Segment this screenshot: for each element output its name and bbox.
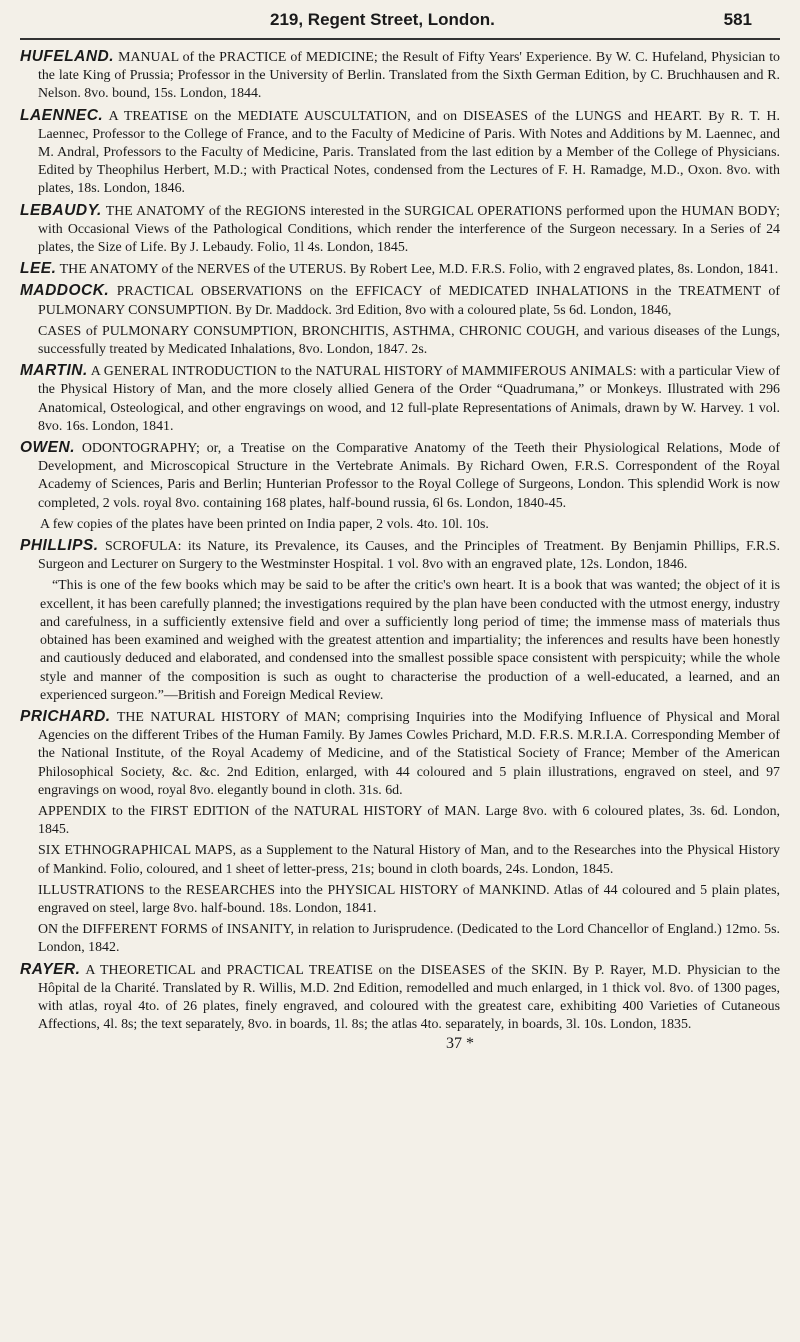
- printer-signature: 37 *: [446, 1035, 474, 1053]
- catalogue-entry: [20, 537, 780, 574]
- entry-text: THE ANATOMY of the NERVES of the UTERUS. By Robert Lee, M.D. F.R.S. Folio, with 2 engraved plates, 8s. London, 1841.: [56, 262, 779, 278]
- entry-author: HUFELAND.: [20, 48, 115, 65]
- catalogue-sub-entry: [20, 323, 780, 359]
- entry-author: MARTIN.: [20, 362, 88, 380]
- entry-author: LAENNEC.: [20, 106, 104, 124]
- catalogue-entry: [20, 708, 780, 800]
- catalogue-entry: [20, 107, 780, 199]
- entry-text: A TREATISE on the MEDIATE AUSCULTATION, and on DISEASES of the LUNGS and HEART. By R. T. H. Laennec, Professor to the College of France, and to the Faculty of Medicine of Paris. With Notes and Additions by M. Laennec, and M. Andral, Professors to the Faculty of Medicine, Paris. Translated from the last edition by a Member of the College of Physicians. Edited by Theophilus Herbert, M.D.; with Practical Notes, condensed from the Lectures of F. H. Ramadge, M.D., Oxon. 8vo. with plates, 18s. London, 1846.: [38, 108, 780, 197]
- entry-text: ILLUSTRATIONS to the RESEARCHES into the PHYSICAL HISTORY of MANKIND. Atlas of 44 coloured and 5 plain plates, engraved on steel, large 8vo. half-bound. 18s. London, 1841.: [38, 882, 780, 916]
- catalogue-entry: [20, 48, 780, 104]
- entry-author: LEE.: [20, 260, 57, 278]
- entry-note: A few copies of the plates have been printed on India paper, 2 vols. 4to. 10l. 10s.: [40, 516, 489, 532]
- catalogue-entry: [20, 961, 780, 1035]
- entry-author: OWEN.: [20, 439, 76, 457]
- entry-text: ON the DIFFERENT FORMS of INSANITY, in relation to Jurisprudence. (Dedicated to the Lord Chancellor of England.) 12mo. 5s. London, 1842.: [38, 922, 780, 956]
- header-rule: [20, 38, 780, 40]
- entry-author: PRICHARD.: [20, 707, 111, 725]
- review-quote: “This is one of the few books which may be said to be after the critic's own heart. It is a book that was wanted; the object of it is excellent, it has been carefully planned; the investigations required by the plan have been conducted with the utmost energy, industry and carefulness, in a sufficiently extensive field and over a sufficiently long period of time; the immense mass of materials thus obtained has been examined and weighed with the greatest attention and impartiality; the inferences and results have been honestly and cautiously deduced and elaborated, and condensed into the smallest possible space consistent with perspicuity; while the whole style and manner of the composition is such as ought to characterise the production of a well-educated, a learned, and an experienced surgeon.”—British and Foreign Medical Review.: [40, 578, 780, 703]
- entry-text: APPENDIX to the FIRST EDITION of the NATURAL HISTORY of MAN. Large 8vo. with 6 coloured plates, 3s. 6d. London, 1845.: [38, 803, 780, 838]
- entry-text: A GENERAL INTRODUCTION to the NATURAL HISTORY of MAMMIFEROUS ANIMALS: with a particular View of the Physical History of Man, and the more closely allied Genera of the Order “Quadrumana,” or Monkeys. Illustrated with 296 Anatomical, Osteological, and other engravings on wood, and 12 full-plate Representations of Animals, drawn by W. Harvey. 1 vol. 8vo. 16s. London, 1841.: [38, 364, 780, 434]
- catalogue-sub-entry: [20, 921, 780, 957]
- running-head-title: 219, Regent Street, London.: [270, 10, 495, 29]
- catalogue-entry: [20, 202, 780, 258]
- entry-text: THE NATURAL HISTORY of MAN; comprising Inquiries into the Modifying Influence of Physical and Moral Agencies on the different Tribes of the Human Family. By James Cowles Prichard, M.D. F.R.S. M.R.I.A. Corresponding Member of the National Institute, of the Royal Academy of Medicine, and of the Statistical Society of France; Member of the American Philosophical Society, &c. &c. 2nd Edition, enlarged, with 44 coloured and 5 plain illustrations, engraved on steel, and 97 engravings on wood, royal 8vo. elegantly bound in cloth. 31s. 6d.: [38, 709, 780, 798]
- catalogue-sub-entry: [20, 842, 780, 878]
- catalogue-entry: [20, 260, 780, 279]
- entry-text: SCROFULA: its Nature, its Prevalence, its Causes, and the Principles of Treatment. By Benjamin Phillips, F.R.S. Surgeon and Lecturer on Surgery to the Westminster Hospital. 1 vol. 8vo with an engraved plate, 12s. London, 1846.: [38, 539, 780, 573]
- entry-text: PRACTICAL OBSERVATIONS on the EFFICACY of MEDICATED INHALATIONS in the TREATMENT of PULMONARY CONSUMPTION. By Dr. Maddock. 3rd Edition, 8vo with a coloured plate, 5s 6d. London, 1846,: [38, 284, 780, 318]
- entry-text: SIX ETHNOGRAPHICAL MAPS, as a Supplement to the Natural History of Man, and to the Researches into the Physical History of Mankind. Folio, coloured, and 1 sheet of letter-press, 21s; bound in cloth boards, 24s. London, 1845.: [38, 843, 780, 877]
- entry-text: A THEORETICAL and PRACTICAL TREATISE on the DISEASES of the SKIN. By P. Rayer, M.D. Physician to the Hôpital de la Charité. Translated by R. Willis, M.D. 2nd Edition, remodelled and much enlarged, in 1 thick vol. 8vo. of 1300 pages, with atlas, royal 4to. of 26 plates, finely engraved, and coloured with the greatest care, exhibiting 400 Varieties of Cutaneous Affections, 4l. 8s; the text separately, 8vo. in boards, 1l. 8s; the atlas 4to. separately, in boards, 3l. 10s. London, 1835.: [38, 962, 780, 1033]
- entry-author: PHILLIPS.: [20, 537, 99, 555]
- catalogue-entry: [20, 439, 780, 513]
- entry-text: CASES of PULMONARY CONSUMPTION, BRONCHITIS, ASTHMA, CHRONIC COUGH, and various diseases of the Lungs, successfully treated by Medicated Inhalations, 8vo. London, 1847. 2s.: [38, 323, 780, 358]
- entry-text: MANUAL of the PRACTICE of MEDICINE; the Result of Fifty Years' Experience. By W. C. Hufeland, Physician to the late King of Prussia; Professor in the University of Berlin. Translated from the Sixth German Edition, by C. Bruchhausen and R. Nelson. 8vo. bound, 15s. London, 1844.: [38, 50, 780, 102]
- entry-text: THE ANATOMY of the REGIONS interested in the SURGICAL OPERATIONS performed upon the HUMAN BODY; with Occasional Views of the Pathological Conditions, which render the interference of the Surgeon necessary. In a Series of 24 plates, the Size of Life. By J. Lebaudy. Folio, 1l 4s. London, 1845.: [38, 203, 780, 256]
- catalogue-entries: [20, 48, 780, 1054]
- catalogue-entry: [20, 362, 780, 436]
- page-number: 581: [723, 10, 752, 29]
- running-head: [20, 10, 780, 32]
- catalogue-sub-entry: [20, 803, 780, 839]
- entry-author: RAYER.: [20, 960, 81, 978]
- entry-text: ODONTOGRAPHY; or, a Treatise on the Comparative Anatomy of the Teeth their Physiological Relations, Mode of Development, and Microscopical Structure in the Vertebrate Animals. By Richard Owen, F.R.S. Correspondent of the Royal Academy of Sciences, Paris and Berlin; Hunterian Professor to the Royal College of Surgeons, London. This splendid Work is now completed, 2 vols. royal 8vo. containing 168 plates, half-bound russia, 6l 6s. London, 1840-45.: [38, 441, 780, 511]
- catalogue-sub-entry: [20, 882, 780, 918]
- catalogue-entry: [20, 282, 780, 319]
- entry-author: MADDOCK.: [20, 282, 110, 300]
- entry-author: LEBAUDY.: [20, 201, 102, 219]
